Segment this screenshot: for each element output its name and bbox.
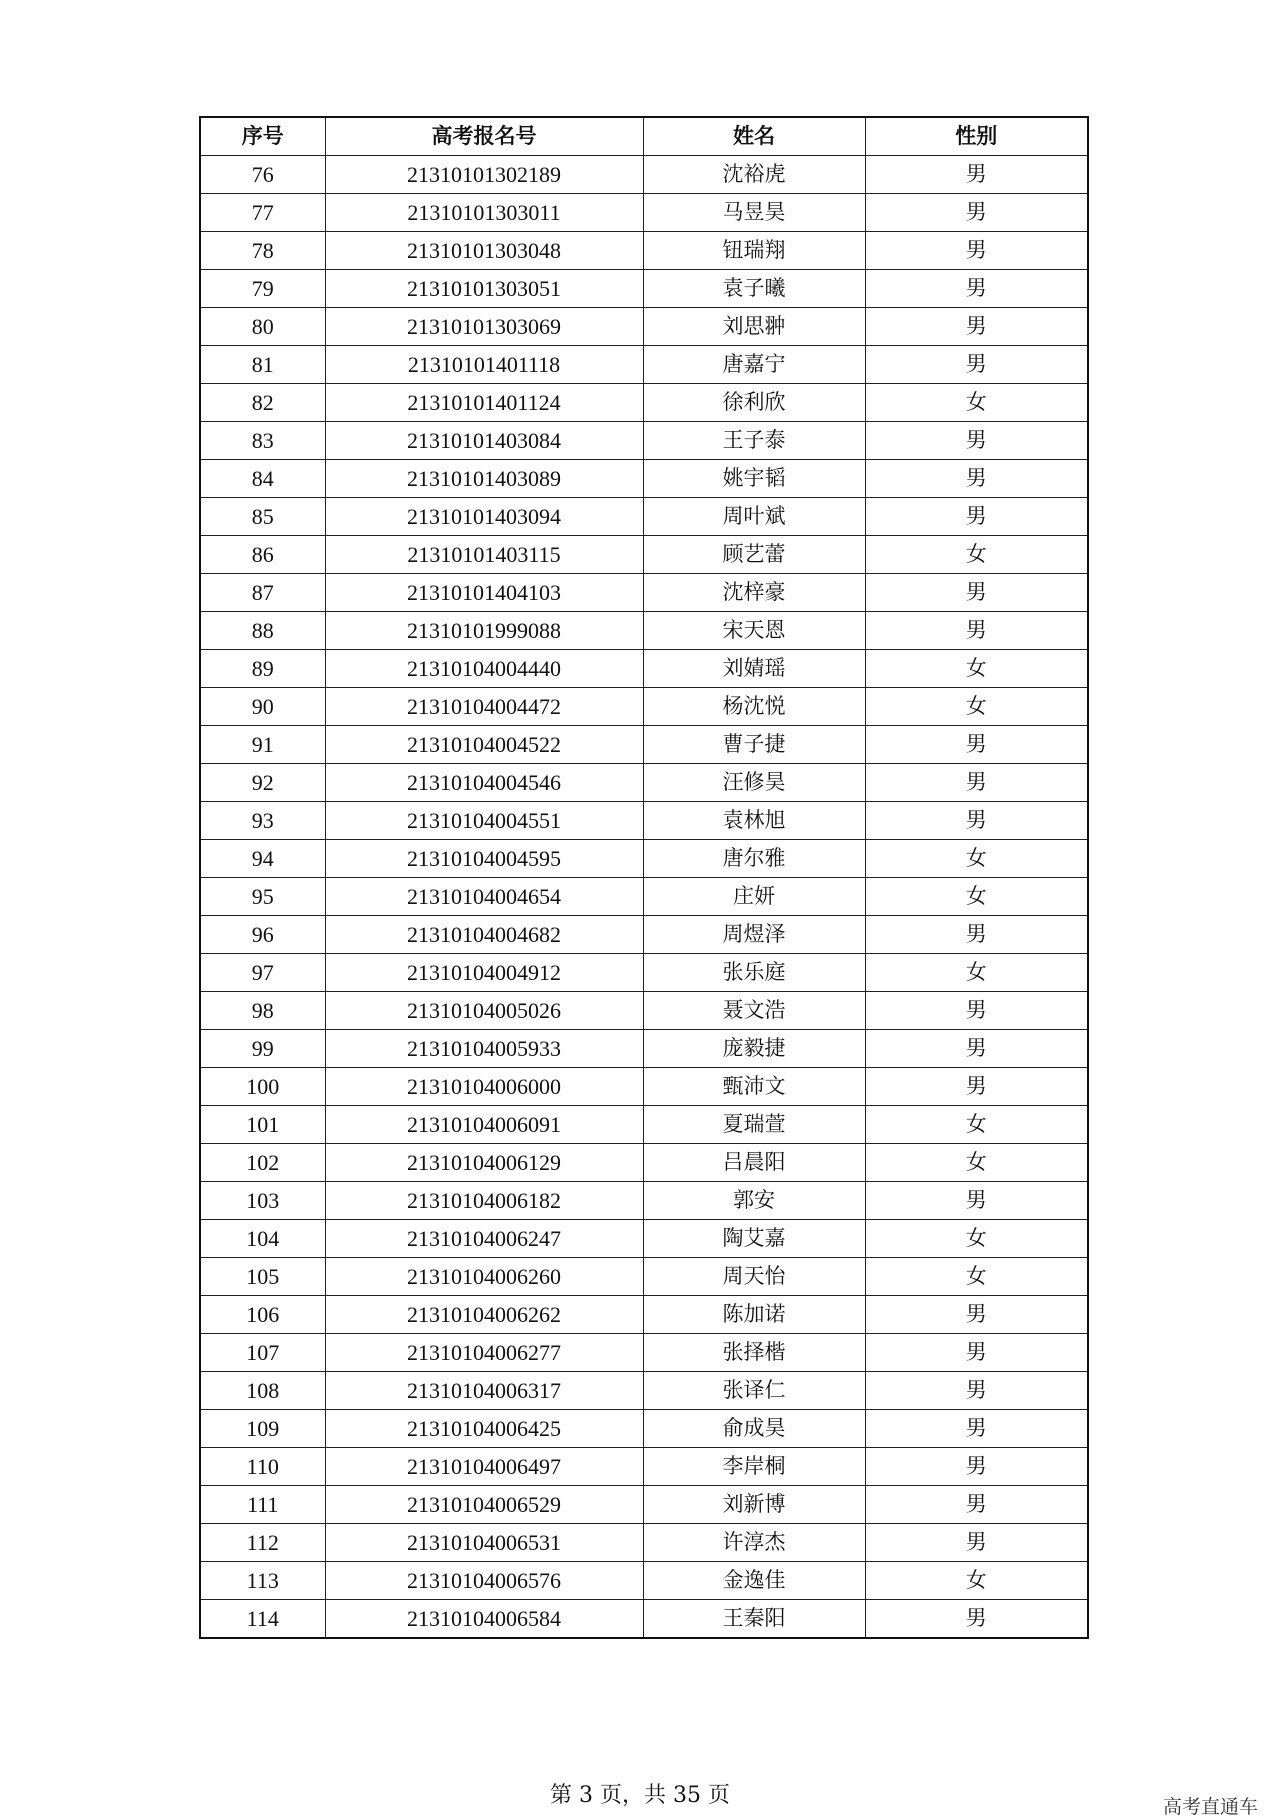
cell-gender: 男: [865, 1030, 1088, 1068]
cell-index: 104: [200, 1220, 325, 1258]
cell-name: 袁子曦: [643, 270, 865, 308]
cell-registration-number: 21310101401124: [325, 384, 643, 422]
cell-registration-number: 21310104006497: [325, 1448, 643, 1486]
table-row: [200, 1372, 1088, 1410]
cell-name: 王秦阳: [643, 1600, 865, 1639]
table-row: [200, 384, 1088, 422]
cell-name: 庞毅捷: [643, 1030, 865, 1068]
cell-gender: 男: [865, 764, 1088, 802]
table-row: [200, 1486, 1088, 1524]
cell-gender: 女: [865, 1220, 1088, 1258]
cell-registration-number: 21310104006277: [325, 1334, 643, 1372]
header-gender: 性别: [865, 117, 1088, 156]
cell-gender: 女: [865, 878, 1088, 916]
cell-name: 马昱昊: [643, 194, 865, 232]
cell-gender: 男: [865, 498, 1088, 536]
cell-registration-number: 21310101303051: [325, 270, 643, 308]
table-row: [200, 726, 1088, 764]
cell-index: 76: [200, 156, 325, 194]
cell-registration-number: 21310101403094: [325, 498, 643, 536]
header-registration-number: 高考报名号: [325, 117, 643, 156]
cell-gender: 男: [865, 612, 1088, 650]
table-row: [200, 802, 1088, 840]
table-row: [200, 1068, 1088, 1106]
cell-registration-number: 21310104005026: [325, 992, 643, 1030]
cell-registration-number: 21310104004551: [325, 802, 643, 840]
cell-registration-number: 21310104006000: [325, 1068, 643, 1106]
cell-index: 77: [200, 194, 325, 232]
cell-registration-number: 21310101303069: [325, 308, 643, 346]
cell-index: 78: [200, 232, 325, 270]
cell-gender: 男: [865, 1182, 1088, 1220]
table-row: [200, 1334, 1088, 1372]
cell-name: 陶艾嘉: [643, 1220, 865, 1258]
table-row: [200, 612, 1088, 650]
cell-registration-number: 21310104006182: [325, 1182, 643, 1220]
cell-index: 109: [200, 1410, 325, 1448]
cell-index: 96: [200, 916, 325, 954]
cell-index: 95: [200, 878, 325, 916]
cell-name: 俞成昊: [643, 1410, 865, 1448]
cell-name: 宋天恩: [643, 612, 865, 650]
cell-index: 82: [200, 384, 325, 422]
cell-gender: 男: [865, 270, 1088, 308]
cell-index: 102: [200, 1144, 325, 1182]
cell-gender: 男: [865, 992, 1088, 1030]
cell-index: 94: [200, 840, 325, 878]
cell-index: 89: [200, 650, 325, 688]
cell-gender: 男: [865, 460, 1088, 498]
cell-gender: 男: [865, 726, 1088, 764]
cell-index: 97: [200, 954, 325, 992]
table-row: [200, 1448, 1088, 1486]
cell-index: 90: [200, 688, 325, 726]
cell-name: 夏瑞萱: [643, 1106, 865, 1144]
cell-registration-number: 21310104006584: [325, 1600, 643, 1639]
cell-index: 101: [200, 1106, 325, 1144]
cell-registration-number: 21310104005933: [325, 1030, 643, 1068]
cell-gender: 女: [865, 1106, 1088, 1144]
cell-registration-number: 21310104006129: [325, 1144, 643, 1182]
cell-gender: 男: [865, 1524, 1088, 1562]
cell-gender: 男: [865, 194, 1088, 232]
cell-gender: 男: [865, 232, 1088, 270]
table-row: [200, 156, 1088, 194]
table-row: [200, 916, 1088, 954]
cell-name: 金逸佳: [643, 1562, 865, 1600]
cell-gender: 男: [865, 1448, 1088, 1486]
cell-registration-number: 21310104006531: [325, 1524, 643, 1562]
header-name: 姓名: [643, 117, 865, 156]
cell-name: 周煜泽: [643, 916, 865, 954]
cell-gender: 女: [865, 384, 1088, 422]
cell-gender: 男: [865, 802, 1088, 840]
cell-index: 86: [200, 536, 325, 574]
cell-gender: 男: [865, 1068, 1088, 1106]
cell-gender: 男: [865, 1372, 1088, 1410]
cell-index: 92: [200, 764, 325, 802]
cell-name: 郭安: [643, 1182, 865, 1220]
cell-gender: 男: [865, 1600, 1088, 1639]
cell-index: 83: [200, 422, 325, 460]
cell-name: 姚宇韬: [643, 460, 865, 498]
cell-name: 汪修昊: [643, 764, 865, 802]
table-row: [200, 764, 1088, 802]
cell-registration-number: 21310101303011: [325, 194, 643, 232]
cell-index: 107: [200, 1334, 325, 1372]
table-row: [200, 1220, 1088, 1258]
cell-gender: 男: [865, 308, 1088, 346]
cell-registration-number: 21310101302189: [325, 156, 643, 194]
cell-gender: 男: [865, 156, 1088, 194]
cell-name: 李岸桐: [643, 1448, 865, 1486]
cell-gender: 男: [865, 1334, 1088, 1372]
table-row: [200, 1030, 1088, 1068]
cell-registration-number: 21310104006091: [325, 1106, 643, 1144]
cell-index: 103: [200, 1182, 325, 1220]
cell-gender: 男: [865, 422, 1088, 460]
table-row: [200, 878, 1088, 916]
cell-gender: 女: [865, 650, 1088, 688]
table-row: [200, 574, 1088, 612]
cell-registration-number: 21310104006260: [325, 1258, 643, 1296]
cell-gender: 女: [865, 840, 1088, 878]
cell-registration-number: 21310104004472: [325, 688, 643, 726]
cell-index: 87: [200, 574, 325, 612]
cell-name: 刘新博: [643, 1486, 865, 1524]
cell-index: 88: [200, 612, 325, 650]
cell-name: 曹子捷: [643, 726, 865, 764]
cell-name: 张译仁: [643, 1372, 865, 1410]
cell-registration-number: 21310101403089: [325, 460, 643, 498]
cell-index: 91: [200, 726, 325, 764]
cell-registration-number: 21310104006317: [325, 1372, 643, 1410]
table-row: [200, 650, 1088, 688]
cell-gender: 女: [865, 1144, 1088, 1182]
cell-name: 袁林旭: [643, 802, 865, 840]
table-row: [200, 1296, 1088, 1334]
cell-gender: 女: [865, 1562, 1088, 1600]
page-number: 第 3 页，共 35 页: [550, 1783, 730, 1808]
cell-name: 陈加诺: [643, 1296, 865, 1334]
cell-name: 张择楷: [643, 1334, 865, 1372]
cell-index: 106: [200, 1296, 325, 1334]
cell-registration-number: 21310104006425: [325, 1410, 643, 1448]
cell-index: 98: [200, 992, 325, 1030]
cell-index: 84: [200, 460, 325, 498]
cell-registration-number: 21310101303048: [325, 232, 643, 270]
cell-registration-number: 21310101403115: [325, 536, 643, 574]
cell-index: 79: [200, 270, 325, 308]
cell-registration-number: 21310104004595: [325, 840, 643, 878]
table-header-row: [200, 117, 1088, 156]
cell-gender: 女: [865, 536, 1088, 574]
table-row: [200, 270, 1088, 308]
cell-name: 沈梓豪: [643, 574, 865, 612]
cell-index: 114: [200, 1600, 325, 1639]
cell-index: 81: [200, 346, 325, 384]
cell-index: 100: [200, 1068, 325, 1106]
table-row: [200, 1562, 1088, 1600]
cell-name: 周叶斌: [643, 498, 865, 536]
cell-name: 刘婧瑶: [643, 650, 865, 688]
cell-index: 105: [200, 1258, 325, 1296]
cell-name: 唐尔雅: [643, 840, 865, 878]
cell-registration-number: 21310101403084: [325, 422, 643, 460]
table-row: [200, 308, 1088, 346]
cell-index: 108: [200, 1372, 325, 1410]
cell-index: 99: [200, 1030, 325, 1068]
table-row: [200, 1144, 1088, 1182]
cell-gender: 男: [865, 574, 1088, 612]
cell-name: 庄妍: [643, 878, 865, 916]
table-row: [200, 460, 1088, 498]
table-row: [200, 1524, 1088, 1562]
table-row: [200, 422, 1088, 460]
table-row: [200, 1182, 1088, 1220]
cell-gender: 男: [865, 1296, 1088, 1334]
cell-name: 周天怡: [643, 1258, 865, 1296]
table-row: [200, 536, 1088, 574]
cell-name: 徐利欣: [643, 384, 865, 422]
cell-index: 112: [200, 1524, 325, 1562]
cell-name: 杨沈悦: [643, 688, 865, 726]
table-body: [200, 156, 1088, 1639]
table-row: [200, 498, 1088, 536]
cell-gender: 女: [865, 954, 1088, 992]
cell-registration-number: 21310104004440: [325, 650, 643, 688]
cell-index: 80: [200, 308, 325, 346]
table-row: [200, 232, 1088, 270]
student-list-table: [199, 116, 1089, 1639]
header-index: 序号: [200, 117, 325, 156]
cell-gender: 男: [865, 346, 1088, 384]
cell-name: 刘思翀: [643, 308, 865, 346]
cell-name: 唐嘉宁: [643, 346, 865, 384]
cell-index: 93: [200, 802, 325, 840]
cell-name: 许淳杰: [643, 1524, 865, 1562]
cell-registration-number: 21310104006576: [325, 1562, 643, 1600]
table-row: [200, 840, 1088, 878]
cell-index: 110: [200, 1448, 325, 1486]
cell-name: 吕晨阳: [643, 1144, 865, 1182]
cell-name: 顾艺蕾: [643, 536, 865, 574]
cell-index: 113: [200, 1562, 325, 1600]
table-row: [200, 1410, 1088, 1448]
table-row: [200, 1106, 1088, 1144]
cell-name: 沈裕虎: [643, 156, 865, 194]
cell-registration-number: 21310101401118: [325, 346, 643, 384]
cell-registration-number: 21310101404103: [325, 574, 643, 612]
cell-gender: 男: [865, 916, 1088, 954]
table-row: [200, 688, 1088, 726]
cell-index: 85: [200, 498, 325, 536]
cell-index: 111: [200, 1486, 325, 1524]
cell-registration-number: 21310104004682: [325, 916, 643, 954]
cell-registration-number: 21310104004654: [325, 878, 643, 916]
cell-name: 张乐庭: [643, 954, 865, 992]
cell-gender: 男: [865, 1410, 1088, 1448]
cell-registration-number: 21310104004522: [325, 726, 643, 764]
cell-gender: 女: [865, 1258, 1088, 1296]
table-row: [200, 954, 1088, 992]
table-row: [200, 194, 1088, 232]
cell-registration-number: 21310104006529: [325, 1486, 643, 1524]
cell-registration-number: 21310104004912: [325, 954, 643, 992]
watermark-text: 高考直通车: [1162, 1796, 1258, 1818]
cell-name: 王子泰: [643, 422, 865, 460]
cell-gender: 女: [865, 688, 1088, 726]
cell-name: 聂文浩: [643, 992, 865, 1030]
table-row: [200, 1258, 1088, 1296]
table-row: [200, 992, 1088, 1030]
cell-registration-number: 21310104004546: [325, 764, 643, 802]
cell-registration-number: 21310101999088: [325, 612, 643, 650]
cell-registration-number: 21310104006262: [325, 1296, 643, 1334]
cell-gender: 男: [865, 1486, 1088, 1524]
cell-registration-number: 21310104006247: [325, 1220, 643, 1258]
table-row: [200, 346, 1088, 384]
cell-name: 钮瑞翔: [643, 232, 865, 270]
table-row: [200, 1600, 1088, 1639]
cell-name: 甄沛文: [643, 1068, 865, 1106]
